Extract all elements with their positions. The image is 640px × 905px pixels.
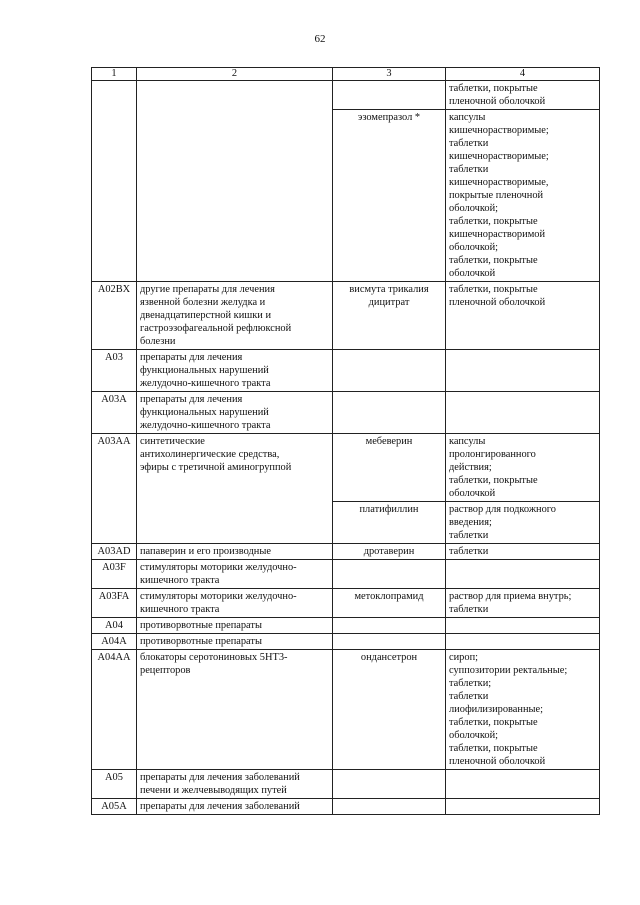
atc-code: A05A: [92, 799, 137, 815]
group-description: препараты для лечения заболеваний: [137, 799, 333, 815]
dosage-form: раствор для приема внутрь; таблетки: [446, 589, 600, 618]
drug-name: эзомепразол *: [333, 110, 446, 282]
table-row: [92, 618, 600, 634]
drug-name: [333, 350, 446, 392]
dosage-form: [446, 350, 600, 392]
column-header: 2: [137, 68, 333, 81]
dosage-form: сироп; суппозитории ректальные; таблетки; таблетки лиофилизированные; таблетки, покрытые оболочкой; таблетки, покрытые пленочной оболочкой: [446, 650, 600, 770]
drug-name: [333, 770, 446, 799]
column-header: 1: [92, 68, 137, 81]
dosage-form: [446, 618, 600, 634]
page-number: 62: [314, 33, 326, 45]
group-description: стимуляторы моторики желудочно- кишечного тракта: [137, 589, 333, 618]
atc-code: A03F: [92, 560, 137, 589]
group-description: стимуляторы моторики желудочно- кишечного тракта: [137, 560, 333, 589]
dosage-form: таблетки, покрытые пленочной оболочкой: [446, 282, 600, 350]
dosage-form: таблетки: [446, 544, 600, 560]
dosage-form: [446, 799, 600, 815]
drug-name: метоклопрамид: [333, 589, 446, 618]
group-description: блокаторы серотониновых 5HT3- рецепторов: [137, 650, 333, 770]
table-row: [92, 799, 600, 815]
atc-code: A03AD: [92, 544, 137, 560]
atc-code: A03A: [92, 392, 137, 434]
dosage-form: капсулы кишечнорастворимые; таблетки кишечнорастворимые; таблетки кишечнорастворимые, покрытые пленочной оболочкой; таблетки, покрытые кишечнорастворимой оболочкой; таблетки, покрытые оболочкой: [446, 110, 600, 282]
group-description: противорвотные препараты: [137, 634, 333, 650]
table-body: [92, 81, 600, 815]
dosage-form: [446, 634, 600, 650]
group-description: папаверин и его производные: [137, 544, 333, 560]
column-header: 3: [333, 68, 446, 81]
drug-name: [333, 392, 446, 434]
table-row: [92, 589, 600, 618]
dosage-form: [446, 770, 600, 799]
drug-name: платифиллин: [333, 502, 446, 544]
drug-name: мебеверин: [333, 434, 446, 502]
dosage-form: раствор для подкожного введения; таблетки: [446, 502, 600, 544]
table-row: [92, 770, 600, 799]
atc-code: A03AA: [92, 434, 137, 544]
table-row: [92, 544, 600, 560]
dosage-form: [446, 560, 600, 589]
atc-code: A04A: [92, 634, 137, 650]
group-description: противорвотные препараты: [137, 618, 333, 634]
group-description: синтетические антихолинергические средства, эфиры с третичной аминогруппой: [137, 434, 333, 544]
atc-code: A04: [92, 618, 137, 634]
drug-name: [333, 560, 446, 589]
group-description: препараты для лечения функциональных нарушений желудочно-кишечного тракта: [137, 392, 333, 434]
atc-code: [92, 81, 137, 282]
table-row: [92, 282, 600, 350]
column-header: 4: [446, 68, 600, 81]
table-row: [92, 81, 600, 110]
drug-name: ондансетрон: [333, 650, 446, 770]
table-row: [92, 392, 600, 434]
dosage-form: таблетки, покрытые пленочной оболочкой: [446, 81, 600, 110]
dosage-form: капсулы пролонгированного действия; таблетки, покрытые оболочкой: [446, 434, 600, 502]
group-description: препараты для лечения заболеваний печени и желчевыводящих путей: [137, 770, 333, 799]
atc-code: A03FA: [92, 589, 137, 618]
drug-name: дротаверин: [333, 544, 446, 560]
table-row: [92, 350, 600, 392]
table-header-row: [92, 68, 600, 81]
table-row: [92, 650, 600, 770]
drug-name: [333, 81, 446, 110]
atc-code: A03: [92, 350, 137, 392]
atc-code: A02BX: [92, 282, 137, 350]
drug-table: [91, 67, 600, 815]
atc-code: A05: [92, 770, 137, 799]
group-description: другие препараты для лечения язвенной болезни желудка и двенадцатиперстной кишки и гастроэзофагеальной рефлюксной болезни: [137, 282, 333, 350]
group-description: [137, 81, 333, 282]
drug-name: висмута трикалия дицитрат: [333, 282, 446, 350]
table-row: [92, 434, 600, 502]
table-row: [92, 560, 600, 589]
drug-name: [333, 799, 446, 815]
drug-name: [333, 618, 446, 634]
atc-code: A04AA: [92, 650, 137, 770]
dosage-form: [446, 392, 600, 434]
group-description: препараты для лечения функциональных нарушений желудочно-кишечного тракта: [137, 350, 333, 392]
drug-name: [333, 634, 446, 650]
table-row: [92, 634, 600, 650]
